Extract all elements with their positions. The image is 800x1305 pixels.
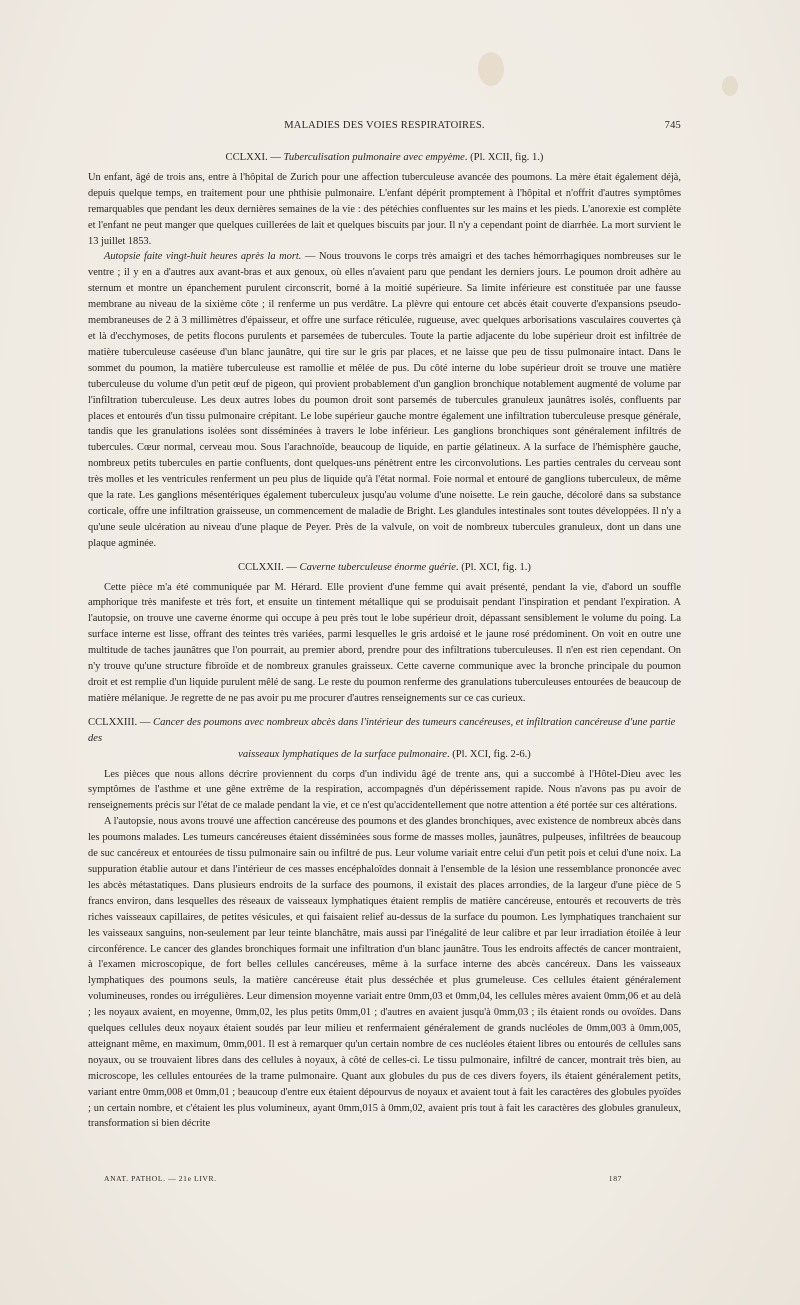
signature-number: 187 [608, 1174, 622, 1183]
case-number: CCLXXIII. [88, 716, 138, 728]
signature-line [104, 1174, 644, 1186]
case-heading [88, 560, 681, 576]
paragraph [88, 767, 681, 815]
paragraph [88, 580, 681, 707]
plate-reference: . (Pl. XCI, fig. 1.) [455, 561, 531, 573]
paragraph [88, 170, 681, 250]
paragraph [88, 814, 681, 1132]
case-title: Cancer des poumons avec nombreux abcès dans l'intérieur des tumeurs cancéreuses, et infiltration cancéreuse d'une partie des [88, 716, 676, 744]
heading-dash: — [283, 561, 300, 573]
case-title: Tuberculisation pulmonaire avec empyème [283, 152, 465, 163]
plate-reference: . (Pl. XCI, fig. 2-6.) [446, 748, 531, 760]
paragraph-text: — Nous trouvons le corps très amaigri et des taches hémorrhagiques nombreuses sur le ventre ; il y en a d'autres aux avant-bras et aux genoux, où elles n'avaient paru que pendant les derniers jours. Le poumon droit adhère au sternum et montre un épanchement purulent circonscrit, borné à la moitié supérieure. Sa limite inférieure est constituée par une fausse membrane au niveau de la sixième côte ; il renferme un pus verdâtre. La plèvre qui entoure cet abcès était couverte d'expansions pseudo-membraneuses de 2 à 3 millimètres d'épaisseur, et offre une surface réticulée, rugueuse, avec quelques arborisations vasculaires couvertes çà et là d'ecchymoses, de petits flocons purulents et parsemées de tubercules. Toute la partie adjacente du lobe supérieur droit est infiltrée de matière tuberculeuse caséeuse d'un blanc jaunâtre, qui tire sur le gris par places, et ne laisse que peu de tissu pulmonaire intact. Dans le sommet du poumon, la matière tuberculeuse est ramollie et mêlée de pus. Du côté interne du lobe supérieur droit se trouve une matière tuberculeuse du volume d'un petit œuf de pigeon, qui provient probablement d'un ganglion bronchique notablement augmenté de volume par l'infiltration tuberculeuse. Les deux autres lobes du poumon droit sont parsemés de tubercules granuleux jaunâtres isolés, confluents par places et entourés d'un tissu pulmonaire crépitant. Le lobe supérieur gauche montre également une infiltration tuberculeuse presque générale, tandis que les granulations isolées sont disséminées à travers le lobe inférieur. Les ganglions bronchiques sont généralement infiltrés de tubercules. Cœur normal, cerveau mou. Sous l'arachnoïde, beaucoup de liquide, en partie gélatineux. A la surface de l'hémisphère gauche, nombreux petits tubercules en partie confluents, dont quelques-uns pénètrent entre les circonvolutions. Les parties centrales du cerveau sont très molles et les ventricules renferment un peu plus de liquide qu'à l'état normal. Foie normal et entouré de ganglions tuberculeux, de même que la rate. Les ganglions mésentériques également tuberculeux jusqu'au volume d'une noisette. Le rein gauche, décoloré dans sa substance corticale, offre une infiltration graisseuse, un commencement de maladie de Bright. Les glandules intestinales sont toutes développées. Il n'y a qu'une seule ulcération au niveau d'une plaque de Peyer. Près de la valvule, on voit de nombreux tubercules granuleux, dont un dans une plaque agminée. [88, 251, 681, 549]
case-number: CCLXXI. [225, 152, 268, 163]
running-title: MALADIES DES VOIES RESPIRATOIRES. [284, 120, 485, 131]
case-number: CCLXXII. [238, 561, 284, 573]
paragraph-text: A l'autopsie, nous avons trouvé une affection cancéreuse des poumons et des glandes bronchiques, avec existence de nombreux abcès dans les poumons malades. Les tumeurs cancéreuses étaient disséminées sous forme de masses molles, jaunâtres, pulpeuses, infiltrées de beaucoup de suc cancéreux et entourées de tissu pulmonaire sain ou infiltré de pus. Leur volume variait entre celui d'un petit pois et celui d'une noix. La suppuration établie autour et dans l'intérieur de ces masses encéphaloïdes donnait à l'ensemble de la lésion une ressemblance prononcée avec les abcès métastatiques. Dans plusieurs endroits de la surface des poumons, il existait des places arrondies, de la largeur d'une pièce de 5 francs environ, dans lesquelles des réseaux de vaisseaux lymphatiques étaient remplis de matière cancéreuse, entourés et recouverts de très riches vaisseaux capillaires, de petites vésicules, et qui faisaient relief au-dessus de la surface du poumon. Les lymphatiques tranchaient sur les vaisseaux sanguins, non-seulement par leur teinte blanchâtre, mais aussi par l'inégalité de leur calibre et par leur irradiation étoilée à leur circonférence. Le cancer des glandes bronchiques formait une infiltration d'un blanc jaunâtre. Tous les endroits affectés de cancer montraient, à l'examen microscopique, de fort belles cellules cancéreuses, même à la surface interne des abcès cancéreux. Dans les vaisseaux lymphatiques des poumons seuls, la matière cancéreuse était plus desséchée et plus grumeleuse. Ces cellules étaient généralement volumineuses, rondes ou irrégulières. Leur dimension moyenne variait entre 0mm,03 et 0mm,04, les cellules mères avaient 0mm,06 et au delà ; les noyaux avaient, en moyenne, 0mm,02, les plus petits 0mm,01 ; d'autres en avaient jusqu'à 0mm,03 ; ils étaient ronds ou ovoïdes. Dans quelques cellules deux noyaux étaient soudés par leur milieu et renfermaient généralement de grands nucléoles de 0mm,003 à 0mm,005, atteignant même, en maximum, 0mm,001. Il est à remarquer qu'un certain nombre de ces nucléoles étaient libres ou entourés de cellules sans noyaux, ou se trouvaient libres dans des cellules à noyaux, à côté de celles-ci. Le tissu pulmonaire, infiltré de cancer, montrait très bien, au microscope, les cellules entourées de la trame pulmonaire. Quant aux globules du pus de ces divers foyers, ils étaient généralement petits, variant entre 0mm,008 et 0mm,01 ; beaucoup d'entre eux étaient dépourvus de noyaux et avaient tout à fait les caractères des globules pyoïdes ; un certain nombre, et c'étaient les plus volumineux, ayant 0mm,015 à 0mm,02, avaient pris tout à fait les caractères des globules granuleux, transformation si bien décrite [88, 816, 681, 1130]
case-title: Caverne tuberculeuse énorme guérie [299, 561, 456, 573]
printer-signature: ANAT. PATHOL. — 21e LIVR. [104, 1174, 217, 1183]
paragraph [88, 249, 681, 551]
paragraph-text: Les pièces que nous allons décrire proviennent du corps d'un individu âgé de trente ans, qui a succombé à l'Hôtel-Dieu avec les symptômes de l'asthme et une gêne extrême de la respiration, accompagnés d'un dépérissement rapide. Nous n'avons pas pu avoir de renseignements précis sur l'état de ce malade pendant la vie, et ce n'est qu'accidentellement que notre attention a été portée sur ces altérations. [88, 768, 681, 812]
case-heading [88, 715, 681, 763]
paragraph-text: Un enfant, âgé de trois ans, entre à l'hôpital de Zurich pour une affection tuberculeuse avancée des poumons. La mère était également déjà, depuis quelque temps, en traitement pour une phthisie pulmonaire. L'enfant dépérit promptement à l'hôpital et n'offrit d'autres symptômes remarquables que pendant les deux dernières semaines de la vie : des pétéchies confluentes sur les mains et les pieds. L'anorexie est complète et l'enfant ne peut manger que quelques cuillerées de lait et quelques biscuits par jour. Il n'y a cependant point de diarrhée. La mort survient le 13 juillet 1853. [88, 171, 681, 247]
case-title-line2: vaisseaux lymphatiques de la surface pulmonaire [238, 748, 447, 760]
plate-reference: . (Pl. XCII, fig. 1.) [464, 152, 544, 163]
case-heading [88, 150, 681, 166]
case-title-continued [88, 747, 681, 763]
paragraph-lead: Autopsie faite vingt-huit heures après la mort. [104, 251, 302, 263]
article-body [88, 150, 681, 1132]
heading-dash: — [137, 716, 154, 728]
running-header [88, 120, 681, 136]
heading-dash: — [267, 152, 284, 163]
paragraph-text: Cette pièce m'a été communiquée par M. Hérard. Elle provient d'une femme qui avait présenté, pendant la vie, d'abord un souffle amphorique très manifeste et très fort, et ensuite un tintement métallique qui se produisait pendant l'inspiration et pendant l'expiration. A l'autopsie, on trouve une caverne énorme qui occupe à peu près tout le lobe supérieur droit, dépassant sensiblement le volume du poing. La surface interne est lisse, offrant des teintes très variées, parmi lesquelles le gris ardoisé et le jaune rosé prédominent. On voit en outre une multitude de taches jaunâtres que l'on pourrait, au premier abord, prendre pour des infiltrations tuberculeuses. Il n'en est rien cependant. On n'y trouve qu'une structure fibroïde et de nombreux granules graisseux. Cette caverne communique avec la bronche principale du poumon droit et est remplie d'un liquide purulent mêlé de sang. Le reste du poumon renferme des granulations tuberculeuses entourées de beaucoup de matière mélanique. Je regrette de ne pas avoir pu me procurer d'autres renseignements sur ce cas curieux. [88, 581, 681, 704]
paper-stain [478, 52, 504, 86]
paper-stain [722, 76, 738, 96]
page-number: 745 [664, 120, 681, 131]
